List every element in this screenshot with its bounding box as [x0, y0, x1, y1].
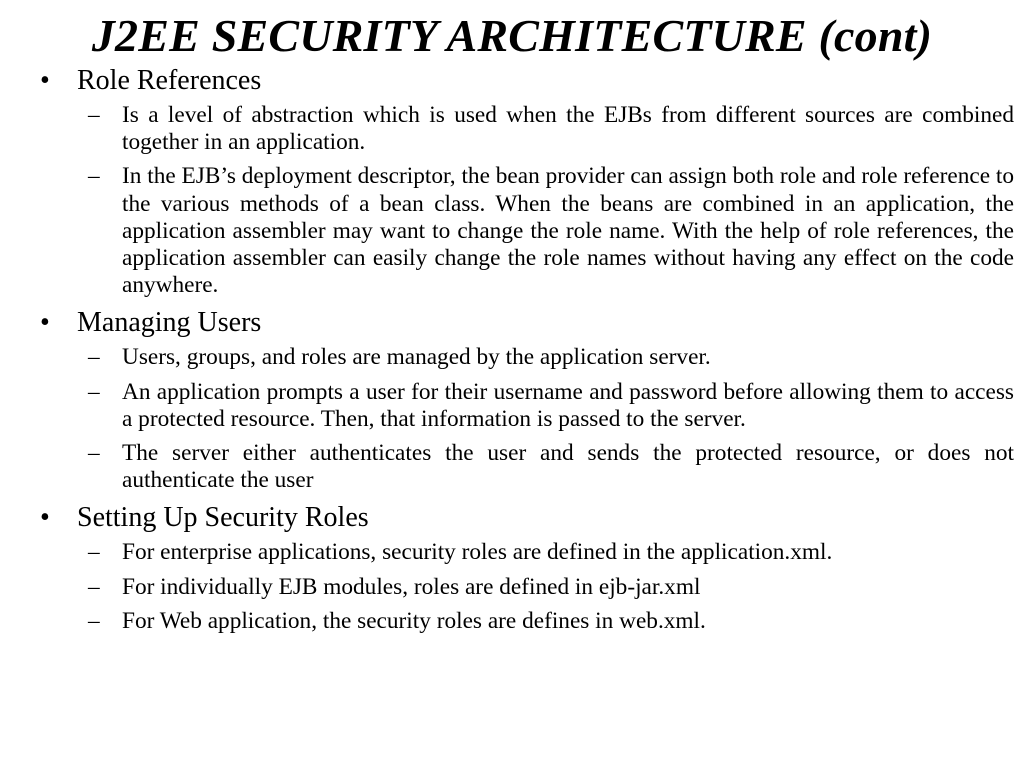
- bullet-marker: •: [40, 307, 50, 339]
- bullet-heading: Managing Users: [77, 307, 262, 339]
- sub-item: [40, 440, 1014, 494]
- sub-item: [40, 608, 1014, 635]
- dash-marker: –: [88, 378, 100, 405]
- bullet-setting-up-security-roles: [40, 501, 1014, 535]
- sub-list: [40, 539, 1014, 635]
- dash-marker: –: [88, 440, 100, 467]
- slide-title: J2EE SECURITY ARCHITECTURE (cont): [91, 10, 933, 61]
- sub-item: [40, 379, 1014, 433]
- bullet-marker: •: [40, 502, 50, 534]
- sub-item-text: For enterprise applications, security roles are defined in the application.xml.: [122, 539, 833, 566]
- dash-marker: –: [88, 573, 100, 600]
- dash-marker: –: [88, 102, 100, 128]
- sub-item-text: An application prompts a user for their username and password before allowing them to access a protected resource. Then, that information is passed to the server.: [122, 378, 1014, 432]
- bullet-managing-users: [40, 306, 1014, 340]
- slide-content: [40, 64, 1014, 642]
- sub-item: [40, 539, 1014, 566]
- sub-item-text: Users, groups, and roles are managed by the application server.: [122, 344, 711, 371]
- dash-marker: –: [88, 607, 100, 634]
- sub-item: [40, 163, 1014, 299]
- sub-item-text: For Web application, the security roles are defines in web.xml.: [122, 607, 706, 634]
- sub-item-text: For individually EJB modules, roles are defined in ejb-jar.xml: [122, 573, 701, 600]
- sub-item: [40, 574, 1014, 601]
- sub-item: [40, 344, 1014, 371]
- sub-item-text: In the EJB’s deployment descriptor, the bean provider can assign both role and role reference to the various methods of a bean class. When the beans are combined in an application, the application assembler may want to change the role name. With the help of role references, the application assembler can easily change the role names without having any effect on the code anywhere.: [122, 163, 1014, 299]
- bullet-heading: Role References: [77, 65, 262, 96]
- sub-item: [40, 102, 1014, 156]
- sub-item-text: The server either authenticates the user and sends the protected resource, or does not authenticate the user: [122, 440, 1014, 494]
- sub-list: [40, 344, 1014, 494]
- dash-marker: –: [88, 539, 100, 566]
- sub-list: [40, 102, 1014, 299]
- bullet-role-references: [40, 64, 1014, 98]
- sub-item-text: Is a level of abstraction which is used when the EJBs from different sources are combined together in an application.: [122, 102, 1014, 156]
- dash-marker: –: [88, 163, 100, 190]
- dash-marker: –: [88, 344, 100, 371]
- bullet-marker: •: [40, 65, 50, 96]
- bullet-heading: Setting Up Security Roles: [77, 502, 369, 534]
